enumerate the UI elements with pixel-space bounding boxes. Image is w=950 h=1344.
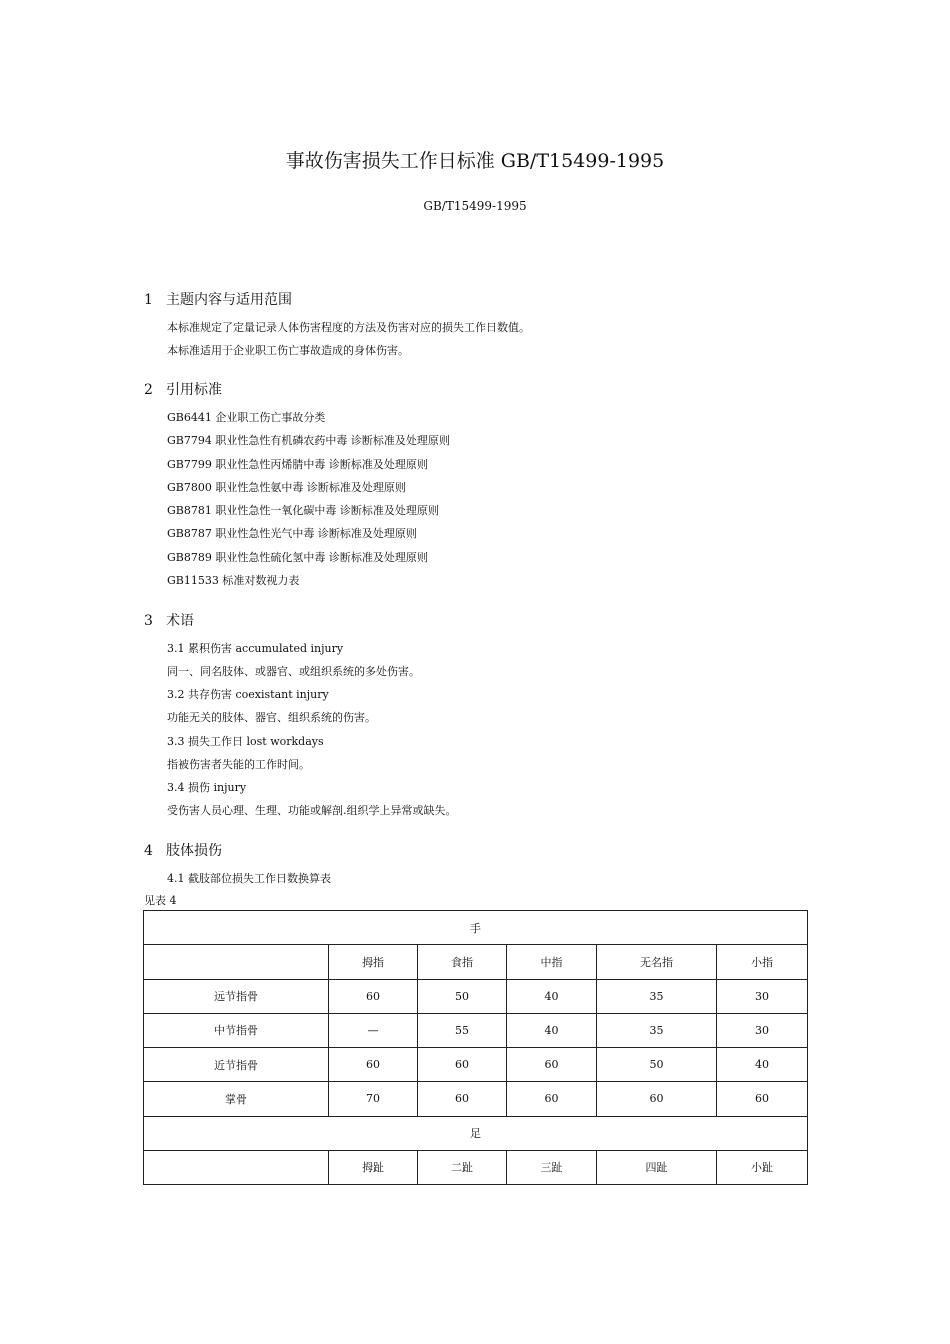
row-label: 掌骨 [144, 1082, 329, 1116]
table-cell: 60 [597, 1082, 717, 1116]
paragraph: 本标准规定了定量记录人体伤害程度的方法及伤害对应的损失工作日数值。 [167, 321, 530, 334]
column-header: 小指 [717, 945, 808, 979]
term-line: 受伤害人员心理、生理、功能或解剖.组织学上异常或缺失。 [167, 804, 457, 817]
section-title: 术语 [166, 613, 194, 629]
table-cell: 50 [418, 979, 507, 1013]
term-line: 指被伤害者失能的工作时间。 [167, 758, 310, 771]
paragraph: 4.1 截肢部位损失工作日数换算表 [167, 872, 331, 885]
section-number: 2 [144, 382, 153, 398]
column-header: 拇趾 [329, 1150, 418, 1184]
table-row [144, 1048, 808, 1082]
section-title: 主题内容与适用范围 [166, 292, 292, 308]
reference-item: GB8789 职业性急性硫化氢中毒 诊断标准及处理原则 [167, 551, 428, 564]
section-2-heading [144, 379, 222, 399]
column-header: 拇指 [329, 945, 418, 979]
section-number: 3 [144, 613, 153, 629]
reference-item: GB6441 企业职工伤亡事故分类 [167, 411, 326, 424]
table-cell: 30 [717, 979, 808, 1013]
row-label: 中节指骨 [144, 1013, 329, 1047]
reference-item: GB7800 职业性急性氨中毒 诊断标准及处理原则 [167, 481, 406, 494]
paragraph: 本标准适用于企业职工伤亡事故造成的身体伤害。 [167, 344, 409, 357]
reference-item: GB7794 职业性急性有机磷农药中毒 诊断标准及处理原则 [167, 434, 450, 447]
term-line: 功能无关的肢体、器官、组织系统的伤害。 [167, 711, 376, 724]
table-cell: 60 [418, 1082, 507, 1116]
section-4-heading [144, 840, 222, 860]
document-code: GB/T15499-1995 [423, 199, 527, 213]
table-row [144, 1116, 808, 1150]
column-header: 二趾 [418, 1150, 507, 1184]
column-header: 三趾 [507, 1150, 597, 1184]
table-cell: 70 [329, 1082, 418, 1116]
table-cell: 60 [717, 1082, 808, 1116]
reference-item: GB7799 职业性急性丙烯腈中毒 诊断标准及处理原则 [167, 458, 428, 471]
column-header: 四趾 [597, 1150, 717, 1184]
table-row [144, 911, 808, 945]
term-line: 3.3 损失工作日 lost workdays [167, 735, 324, 748]
table-cell: 30 [717, 1013, 808, 1047]
section-number: 4 [144, 843, 153, 859]
table-cell: 35 [597, 979, 717, 1013]
foot-section-label: 足 [144, 1116, 808, 1150]
table-reference: 见表 4 [144, 894, 177, 907]
term-line: 3.4 损伤 injury [167, 781, 247, 794]
section-1-heading [144, 289, 292, 309]
workday-table [143, 910, 808, 1185]
table-cell: 60 [418, 1048, 507, 1082]
section-number: 1 [144, 292, 153, 308]
table-cell: 60 [507, 1048, 597, 1082]
reference-item: GB11533 标准对数视力表 [167, 574, 300, 587]
row-label: 远节指骨 [144, 979, 329, 1013]
reference-item: GB8787 职业性急性光气中毒 诊断标准及处理原则 [167, 527, 417, 540]
header-empty-cell [144, 1150, 329, 1184]
table-cell: 60 [329, 979, 418, 1013]
column-header: 食指 [418, 945, 507, 979]
table-row [144, 979, 808, 1013]
term-line: 3.1 累积伤害 accumulated injury [167, 642, 344, 655]
section-title: 引用标准 [166, 382, 222, 398]
column-header: 中指 [507, 945, 597, 979]
table-row [144, 1013, 808, 1047]
row-label: 近节指骨 [144, 1048, 329, 1082]
term-line: 3.2 共存伤害 coexistant injury [167, 688, 329, 701]
term-line: 同一、同名肢体、或器官、或组织系统的多处伤害。 [167, 665, 420, 678]
column-header: 无名指 [597, 945, 717, 979]
section-title: 肢体损伤 [166, 843, 222, 859]
hand-section-label: 手 [144, 911, 808, 945]
section-3-heading [144, 610, 194, 630]
table-row [144, 1150, 808, 1184]
table-cell: 55 [418, 1013, 507, 1047]
header-empty-cell [144, 945, 329, 979]
table-cell: 40 [717, 1048, 808, 1082]
table-cell: 35 [597, 1013, 717, 1047]
table-cell: 60 [507, 1082, 597, 1116]
column-header: 小趾 [717, 1150, 808, 1184]
table-cell: 60 [329, 1048, 418, 1082]
table-row [144, 1082, 808, 1116]
table-cell: — [329, 1013, 418, 1047]
table-cell: 40 [507, 1013, 597, 1047]
table-row [144, 945, 808, 979]
table-cell: 50 [597, 1048, 717, 1082]
reference-item: GB8781 职业性急性一氧化碳中毒 诊断标准及处理原则 [167, 504, 439, 517]
table-cell: 40 [507, 979, 597, 1013]
document-title: 事故伤害损失工作日标准 GB/T15499-1995 [285, 150, 665, 172]
